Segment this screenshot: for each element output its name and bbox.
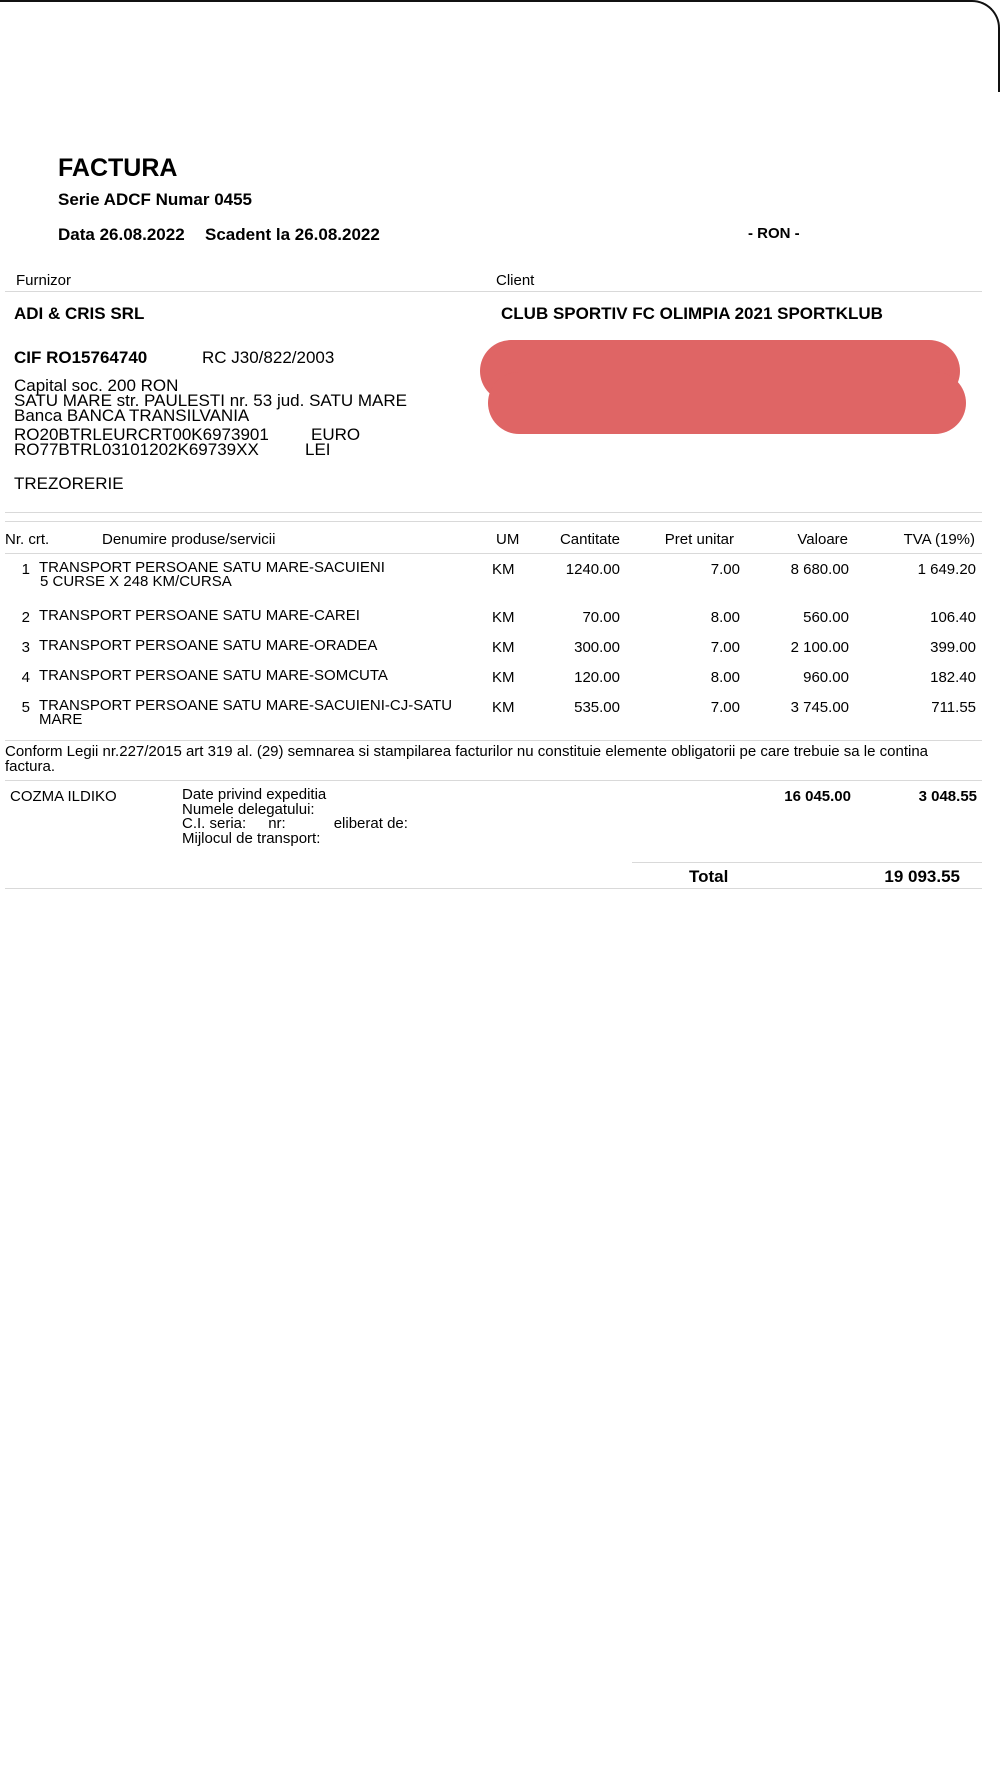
row-tva: 399.00 (930, 639, 976, 656)
col-header-pret-unitar: Pret unitar (664, 531, 734, 548)
row-um: KM (492, 639, 515, 656)
client-label: Client (496, 272, 535, 289)
supplier-name: ADI & CRIS SRL (14, 304, 145, 323)
supplier-iban-lei-currency: LEI (305, 440, 331, 459)
col-header-denumire: Denumire produse/servicii (102, 531, 276, 548)
footer-top-rule (5, 780, 982, 781)
row-valoare: 8 680.00 (790, 561, 849, 578)
row-nr: 4 (21, 669, 30, 686)
row-cantitate: 300.00 (574, 639, 620, 656)
row-um: KM (492, 669, 515, 686)
col-header-nr: Nr. crt. (5, 531, 50, 548)
row-cantitate: 70.00 (582, 609, 620, 626)
legal-note-line2: factura. (5, 758, 56, 775)
row-denumire: TRANSPORT PERSOANE SATU MARE-ORADEA (39, 637, 378, 654)
col-header-um: UM (496, 531, 520, 548)
subtotal-valoare: 16 045.00 (784, 788, 851, 805)
row-um: KM (492, 561, 515, 578)
row-nr: 5 (21, 699, 30, 716)
ci-seria-label: C.I. seria: (182, 815, 247, 832)
expedition-title: Date privind expeditia (182, 786, 327, 803)
legal-note (5, 744, 995, 774)
parties-divider (5, 291, 982, 292)
col-header-tva: TVA (19%) (903, 531, 975, 548)
row-tva: 106.40 (930, 609, 976, 626)
table-top-rule (5, 521, 982, 522)
col-header-valoare: Valoare (797, 531, 848, 548)
row-denumire (39, 699, 452, 727)
total-value: 19 093.55 (884, 867, 960, 886)
table-row (0, 699, 1000, 739)
row-denumire (39, 561, 385, 589)
details-divider (5, 512, 982, 513)
row-pret-unitar: 8.00 (710, 669, 740, 686)
row-denumire-line2: 5 CURSE X 248 KM/CURSA (40, 573, 232, 590)
redaction-mark (488, 372, 966, 434)
supplier-address: SATU MARE str. PAULESTI nr. 53 jud. SATU MARE (14, 391, 407, 410)
table-header-rule (5, 553, 982, 554)
row-valoare: 3 745.00 (790, 699, 849, 716)
row-cantitate: 535.00 (574, 699, 620, 716)
row-denumire: TRANSPORT PERSOANE SATU MARE-SOMCUTA (39, 667, 388, 684)
row-denumire-line2: MARE (39, 711, 83, 728)
row-tva: 711.55 (931, 699, 976, 716)
supplier-rc: RC J30/822/2003 (202, 348, 335, 367)
table-bottom-rule (5, 740, 982, 741)
supplier-iban-euro-currency: EURO (311, 425, 361, 444)
ci-eliberat-label: eliberat de: (333, 815, 408, 832)
invoice-currency: - RON - (748, 225, 800, 242)
transport-label: Mijlocul de transport: (182, 829, 321, 847)
row-pret-unitar: 8.00 (710, 609, 740, 626)
client-name: CLUB SPORTIV FC OLIMPIA 2021 SPORTKLUB (501, 304, 883, 323)
row-cantitate: 120.00 (574, 669, 620, 686)
page-edge (0, 0, 1000, 92)
row-valoare: 560.00 (803, 609, 849, 626)
supplier-details (14, 378, 407, 423)
total-label: Total (689, 867, 729, 886)
row-valoare: 2 100.00 (790, 639, 849, 656)
row-pret-unitar: 7.00 (710, 639, 740, 656)
supplier-cif: CIF RO15764740 (14, 348, 148, 367)
expedition-block (182, 788, 408, 846)
row-valoare: 960.00 (803, 669, 849, 686)
row-nr: 3 (21, 639, 30, 656)
subtotal-tva: 3 048.55 (918, 788, 977, 805)
row-nr: 2 (21, 609, 30, 626)
invoice-due-date: Scadent la 26.08.2022 (205, 225, 380, 244)
invoice-date: Data 26.08.2022 (58, 225, 185, 244)
supplier-iban-euro: RO20BTRLEURCRT00K6973901 (14, 425, 269, 444)
footer-bottom-rule (5, 888, 982, 889)
supplier-iban-lei: RO77BTRL03101202K69739XX (14, 440, 259, 459)
row-denumire-line1: TRANSPORT PERSOANE SATU MARE-SACUIENI (39, 559, 385, 576)
row-denumire-line1: TRANSPORT PERSOANE SATU MARE-SACUIENI-CJ-SATU (39, 697, 453, 714)
issuer-name: COZMA ILDIKO (10, 788, 117, 805)
table-row (0, 561, 1000, 601)
row-um: KM (492, 609, 515, 626)
supplier-treasury: TREZORERIE (14, 474, 124, 493)
invoice-title: FACTURA (58, 154, 178, 182)
invoice-serie-number: Serie ADCF Numar 0455 (58, 190, 253, 209)
row-nr: 1 (21, 561, 30, 578)
ci-nr-label: nr: (268, 815, 286, 832)
row-um: KM (492, 699, 515, 716)
row-cantitate: 1240.00 (565, 561, 620, 578)
supplier-label: Furnizor (16, 272, 72, 289)
col-header-cantitate: Cantitate (559, 531, 620, 548)
row-pret-unitar: 7.00 (710, 561, 740, 578)
delegate-label: Numele delegatului: (182, 800, 315, 818)
supplier-capital: Capital soc. 200 RON (14, 376, 179, 395)
row-denumire: TRANSPORT PERSOANE SATU MARE-CAREI (39, 607, 360, 624)
row-pret-unitar: 7.00 (710, 699, 740, 716)
total-top-rule (632, 862, 982, 863)
row-tva: 1 649.20 (917, 561, 976, 578)
supplier-bank: Banca BANCA TRANSILVANIA (14, 406, 250, 425)
row-tva: 182.40 (930, 669, 976, 686)
legal-note-line1: Conform Legii nr.227/2015 art 319 al. (29) semnarea si stampilarea facturilor nu constituie elemente obligatorii pe care trebuie sa le contina (5, 743, 929, 760)
